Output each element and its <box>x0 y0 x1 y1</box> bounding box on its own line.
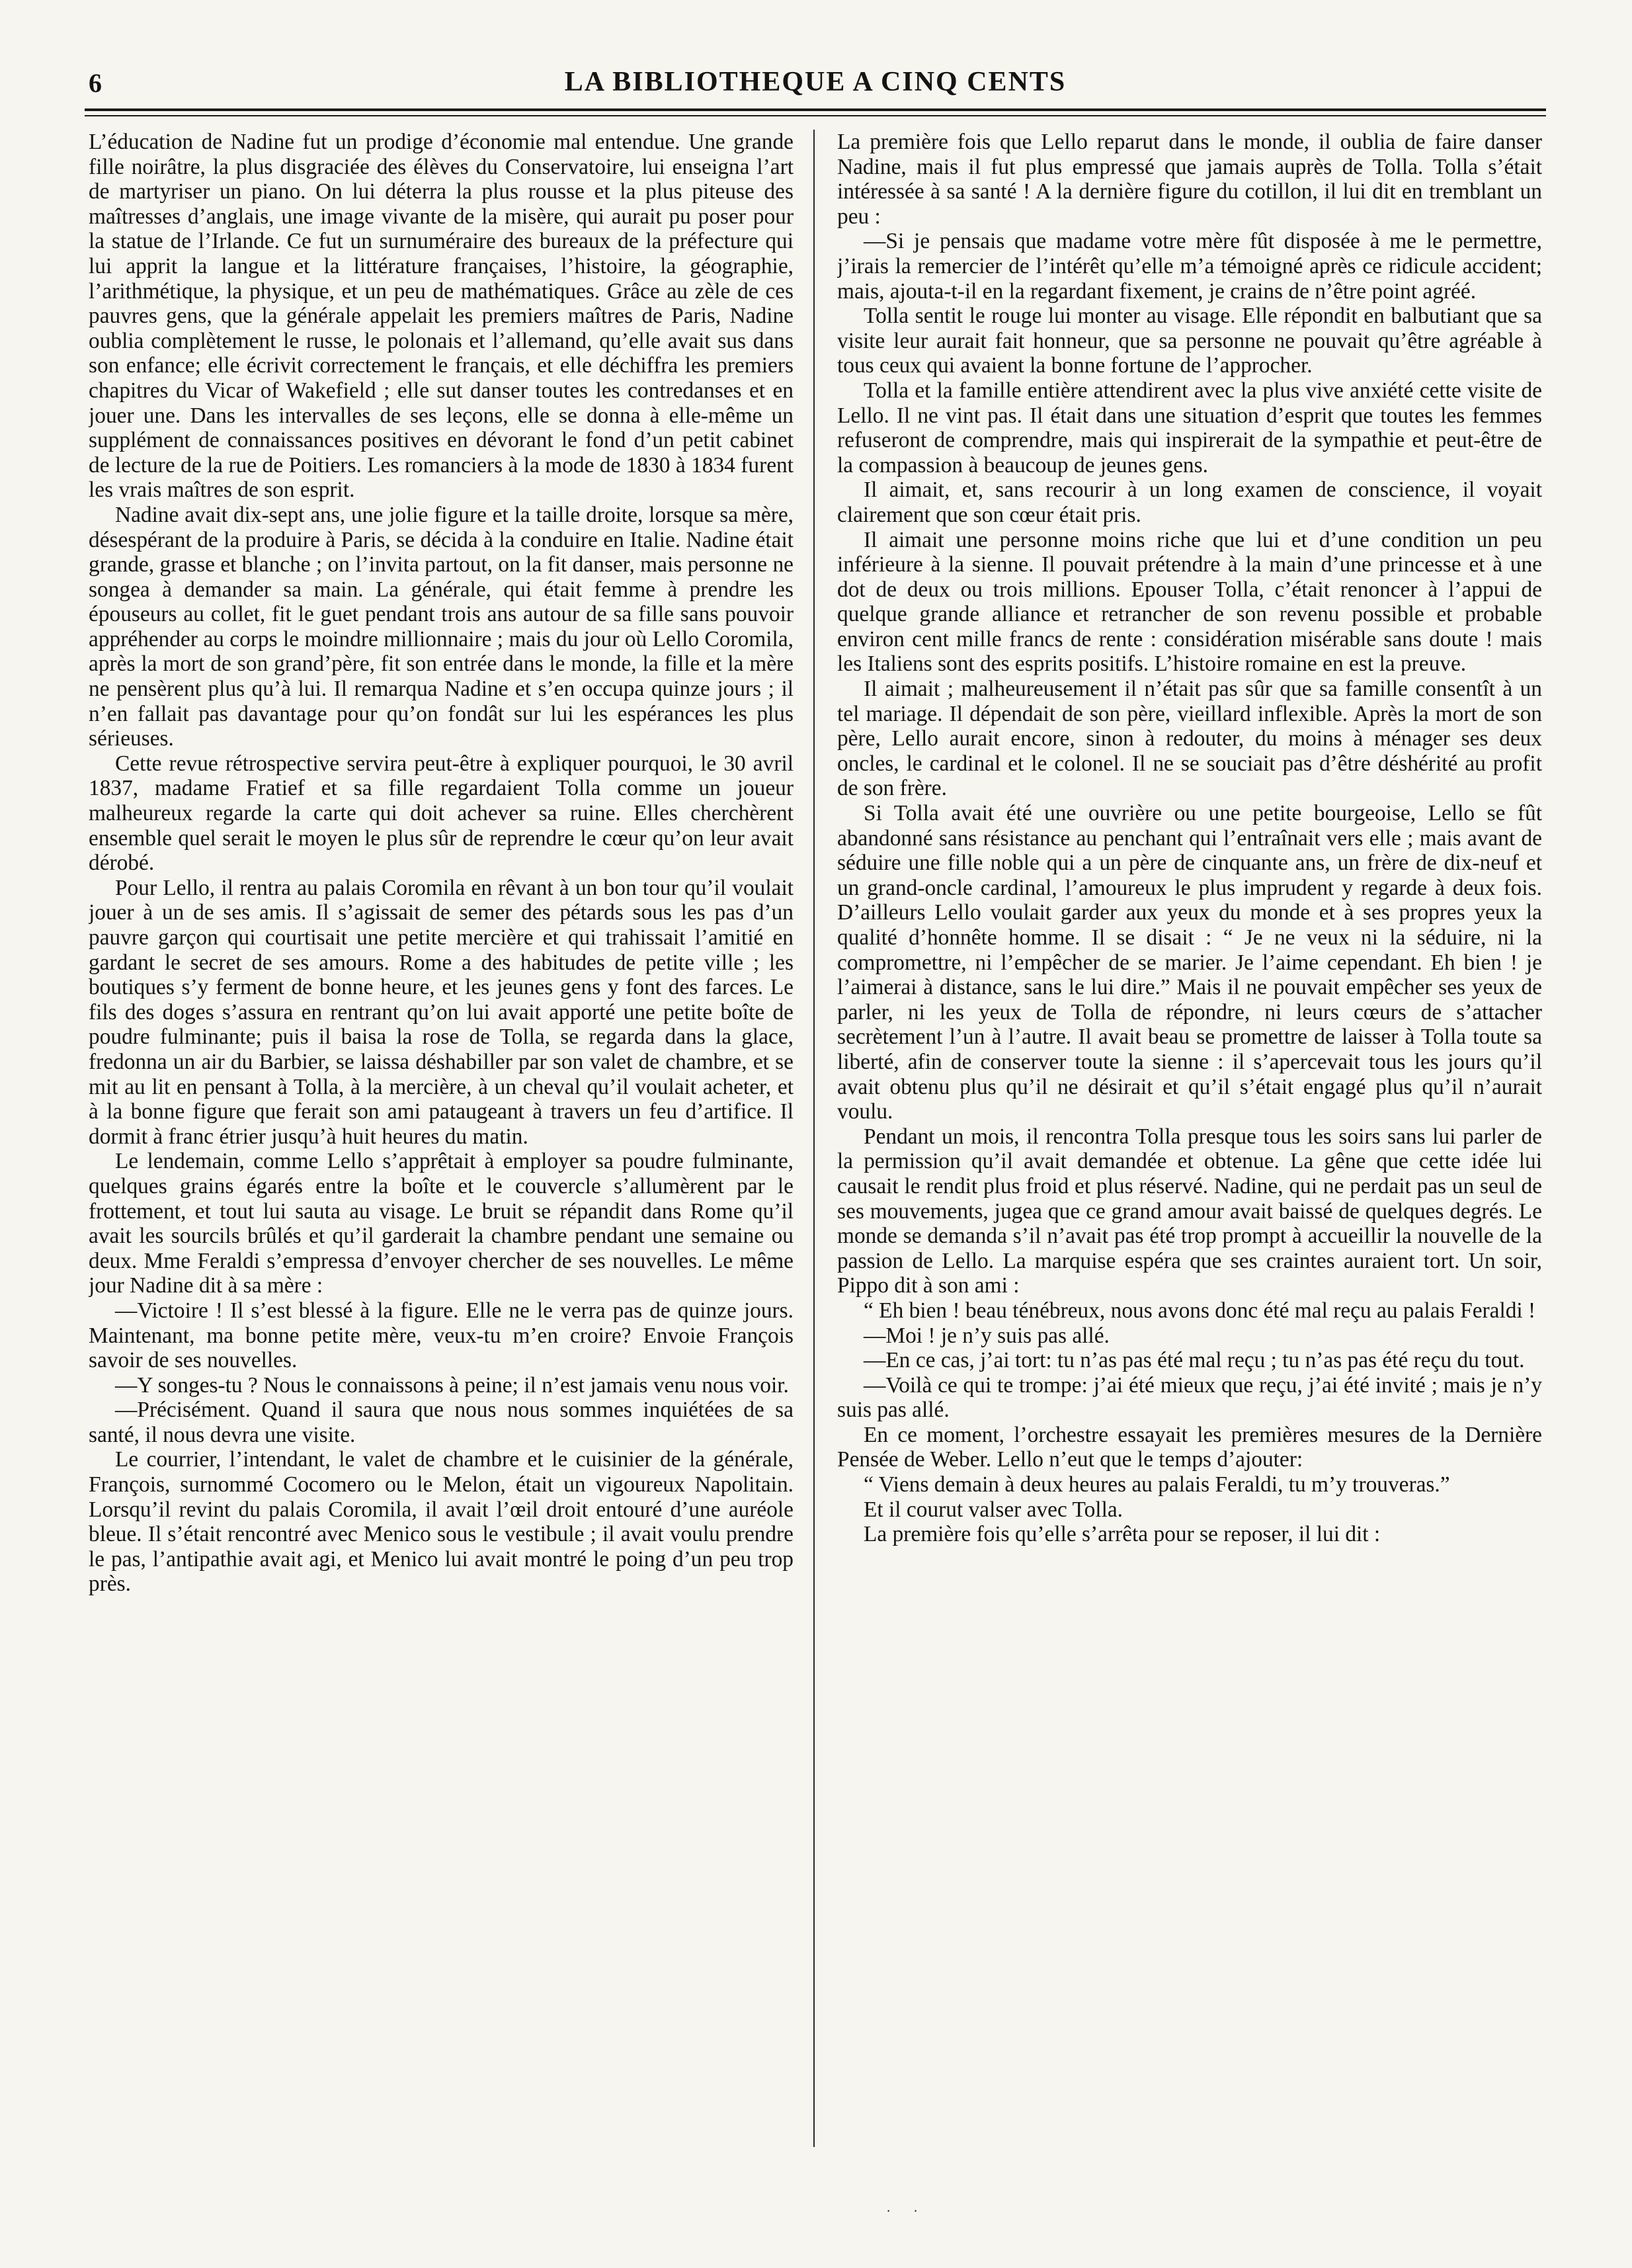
paragraph: L’éducation de Nadine fut un prodige d’économie mal entendue. Une grande fille noirâtre, la plus disgraciée des élèves du Conservatoire, lui enseigna l’art de martyriser un piano. On lui déterra la plus rousse et la plus piteuse des maîtresses d’anglais, une image vivante de la misère, qui aurait pu poser pour la statue de l’Irlande. Ce fut un surnuméraire des bureaux de la préfecture qui lui apprit la langue et la littérature françaises, l’histoire, la géographie, l’arithmétique, la physique, et un peu de mathématiques. Grâce au zèle de ces pauvres gens, que la générale appelait les premiers maîtres de Paris, Nadine oublia complètement le russe, le polonais et l’allemand, qu’elle avait sus dans son enfance; elle écrivit correctement le français, et elle déchiffra les premiers chapitres du Vicar of Wakefield ; elle sut danser toutes les contredanses et en jouer une. Dans les intervalles de ses leçons, elle se donna à elle-même un supplément de connaissances positives en dévorant le fond d’un petit cabinet de lecture de la rue de Poitiers. Les romanciers à la mode de 1830 à 1834 furent les vrais maîtres de son esprit. <box>89 130 794 503</box>
paragraph: Le courrier, l’intendant, le valet de chambre et le cuisinier de la générale, François, surnommé Cocomero ou le Melon, était un vigoureux Napolitain. Lorsqu’il revint du palais Coromila, il avait l’œil droit entouré d’une auréole bleue. Il s’était rencontré avec Menico sous le vestibule ; il avait voulu prendre le pas, l’antipathie avait agi, et Menico lui avait montré le poing d’un peu trop près. <box>89 1447 794 1597</box>
page-header <box>85 61 1546 105</box>
header-rule-thin <box>85 115 1546 116</box>
paragraph: Le lendemain, comme Lello s’apprêtait à employer sa poudre fulminante, quelques grains égarés entre la boîte et le couvercle s’allumèrent par le frottement, et tout lui sauta au visage. Le bruit se répandit dans Rome qu’il avait les sourcils brûlés et qu’il garderait la chambre pendant une semaine ou deux. Mme Feraldi s’empressa d’envoyer chercher de ses nouvelles. Le même jour Nadine dit à sa mère : <box>89 1149 794 1298</box>
paragraph: Et il courut valser avec Tolla. <box>864 1497 1123 1522</box>
header-rule <box>85 108 1546 111</box>
dialogue-line: “ Eh bien ! beau ténébreux, nous avons donc été mal reçu au palais Feraldi ! <box>864 1298 1536 1323</box>
dialogue-line: —Victoire ! Il s’est blessé à la figure. Elle ne le verra pas de quinze jours. Maintenant, ma bonne petite mère, veux-tu m’en croire? Envoie François savoir de ses nouvelles. <box>89 1298 794 1373</box>
dialogue-line: —Si je pensais que madame votre mère fût disposée à me le permettre, j’irais la remercier de l’intérêt qu’elle m’a témoigné après ce ridicule accident; mais, ajouta-t-il en la regardant fixement, je crains de n’être point agréé. <box>837 229 1542 304</box>
dialogue-line: —Voilà ce qui te trompe: j’ai été mieux que reçu, j’ai été invité ; mais je n’y suis pas allé. <box>837 1372 1542 1423</box>
page-number: 6 <box>89 68 102 98</box>
dialogue-line: —Y songes-tu ? Nous le connaissons à peine; il n’est jamais venu nous voir. <box>115 1372 789 1398</box>
paragraph: Pour Lello, il rentra au palais Coromila en rêvant à un bon tour qu’il voulait jouer à un de ses amis. Il s’agissait de semer des pétards sous les pas d’un pauvre garçon qui courtisait une petite mercière et qui trahissait l’amitié en gardant le secret de ses amours. Rome a des habitudes de petite ville ; les boutiques s’y ferment de bonne heure, et les jeunes gens y font des farces. Le fils des doges s’assura en rentrant qu’on lui avait apporté une petite boîte de poudre fulminante; puis il baisa la rose de Tolla, se regarda dans la glace, fredonna un air du Barbier, se laissa déshabiller par son valet de chambre, et se mit au lit en pensant à Tolla, à la mercière, à un cheval qu’il voulait acheter, et à la bonne figure que ferait son ami pataugeant à travers un feu d’artifice. Il dormit à franc étrier jusqu’à huit heures du matin. <box>89 875 794 1149</box>
column-divider <box>813 130 815 2147</box>
paragraph: Si Tolla avait été une ouvrière ou une petite bourgeoise, Lello se fût abandonné sans résistance au penchant qui l’entraînait vers elle ; mais avant de séduire une fille noble qui a un père de cinquante ans, un frère de dix-neuf et un grand-oncle cardinal, l’amoureux le plus imprudent y regarde à deux fois. D’ailleurs Lello voulait garder aux yeux du monde et à ses propres yeux la qualité d’honnête homme. Il se disait : “ Je ne veux ni la séduire, ni la compromettre, ni l’empêcher de se marier. Je l’aime cependant. Eh bien ! je l’aimerai à distance, sans le lui dire.” Mais il ne pouvait empêcher ses yeux de parler, ni les yeux de Tolla de répondre, ni leurs cœurs de s’attacher secrètement l’un à l’autre. Il avait beau se promettre de laisser à Tolla toute sa liberté, afin de conserver toute la sienne : il s’apercevait tous les jours qu’il avait obtenu plus qu’il ne désirait et qu’il s’était engagé plus qu’il n’aurait voulu. <box>837 801 1542 1124</box>
paragraph: Il aimait une personne moins riche que lui et d’une condition un peu inférieure à la sienne. Il pouvait prétendre à la main d’une princesse et à une dot de deux ou trois millions. Epouser Tolla, c’était renoncer à l’appui de quelque grande alliance et retrancher de son revenu possible et probable environ cent mille francs de rente : considération misérable sans doute ! mais les Italiens sont des esprits positifs. L’histoire romaine en est la preuve. <box>837 527 1542 677</box>
dialogue-line: —En ce cas, j’ai tort: tu n’as pas été mal reçu ; tu n’as pas été reçu du tout. <box>864 1348 1525 1373</box>
left-column <box>89 130 794 2180</box>
paragraph: La première fois qu’elle s’arrêta pour se reposer, il lui dit : <box>864 1522 1381 1547</box>
running-title: LA BIBLIOTHEQUE A CINQ CENTS <box>564 67 1067 97</box>
paragraph: Il aimait ; malheureusement il n’était pas sûr que sa famille consentît à un tel mariage. Il dépendait de son père, vieillard inflexible. Après la mort de son père, Lello aurait encore, sinon à redouter, du moins à ménager ses deux oncles, le cardinal et le colonel. Il ne se souciait pas d’être déshérité au profit de son frère. <box>837 677 1542 801</box>
paragraph: La première fois que Lello reparut dans le monde, il oublia de faire danser Nadine, mais il fut plus empressé que jamais auprès de Tolla. Tolla s’était intéressée à sa santé ! A la dernière figure du cotillon, il lui dit en tremblant un peu : <box>837 130 1542 229</box>
print-specks: · · <box>886 2203 928 2219</box>
paragraph: Il aimait, et, sans recourir à un long examen de conscience, il voyait clairement que son cœur était pris. <box>837 478 1542 527</box>
paragraph: Cette revue rétrospective servira peut-être à expliquer pourquoi, le 30 avril 1837, madame Fratief et sa fille regardaient Tolla comme un joueur malheureux regarde la carte qui doit achever sa ruine. Elles cherchèrent ensemble quel serait le moyen le plus sûr de reprendre le cœur qu’on leur avait dérobé. <box>89 751 794 876</box>
paragraph: En ce moment, l’orchestre essayait les premières mesures de la Dernière Pensée de Weber. Lello n’eut que le temps d’ajouter: <box>837 1422 1542 1472</box>
dialogue-line: “ Viens demain à deux heures au palais Feraldi, tu m’y trouveras.” <box>864 1472 1450 1497</box>
right-column <box>837 130 1542 2180</box>
paragraph: Tolla et la famille entière attendirent avec la plus vive anxiété cette visite de Lello. Il ne vint pas. Il était dans une situation d’esprit que toutes les femmes refuseront de comprendre, mais qui inspirerait de la sympathie et peut-être de la compassion à beaucoup de jeunes gens. <box>837 378 1542 478</box>
paragraph: Pendant un mois, il rencontra Tolla presque tous les soirs sans lui parler de la permission qu’il avait demandée et obtenue. La gêne que cette idée lui causait le rendit plus froid et plus réservé. Nadine, qui ne perdait pas un seul de ses mouvements, jugea que ce grand amour avait baissé de quelques degrés. Le monde se demanda s’il n’avait pas été trop prompt à accueillir la nouvelle de la passion de Lello. La marquise espéra que ses craintes auraient tort. Un soir, Pippo dit à son ami : <box>837 1124 1542 1298</box>
paragraph: Tolla sentit le rouge lui monter au visage. Elle répondit en balbutiant que sa visite leur aurait fait honneur, que sa personne ne pouvait qu’être agréable à tous ceux qui avaient la bonne fortune de l’approcher. <box>837 304 1542 378</box>
dialogue-line: —Précisément. Quand il saura que nous nous sommes inquiétées de sa santé, il nous devra une visite. <box>89 1398 794 1447</box>
paragraph: Nadine avait dix-sept ans, une jolie figure et la taille droite, lorsque sa mère, désespérant de la produire à Paris, se décida à la conduire en Italie. Nadine était grande, grasse et blanche ; on l’invita partout, on la fit danser, mais personne ne songea à demander sa main. La générale, qui était femme à prendre les épouseurs au collet, fit le guet pendant trois ans autour de sa fille sans pouvoir appréhender au corps le moindre millionnaire ; mais du jour où Lello Coromila, après la mort de son grand’père, fit son entrée dans le monde, la fille et la mère ne pensèrent plus qu’à lui. Il remarqua Nadine et s’en occupa quinze jours ; il n’en fallait pas davantage pour qu’on fondât sur lui les espérances les plus sérieuses. <box>89 502 794 751</box>
dialogue-line: —Moi ! je n’y suis pas allé. <box>864 1323 1110 1348</box>
